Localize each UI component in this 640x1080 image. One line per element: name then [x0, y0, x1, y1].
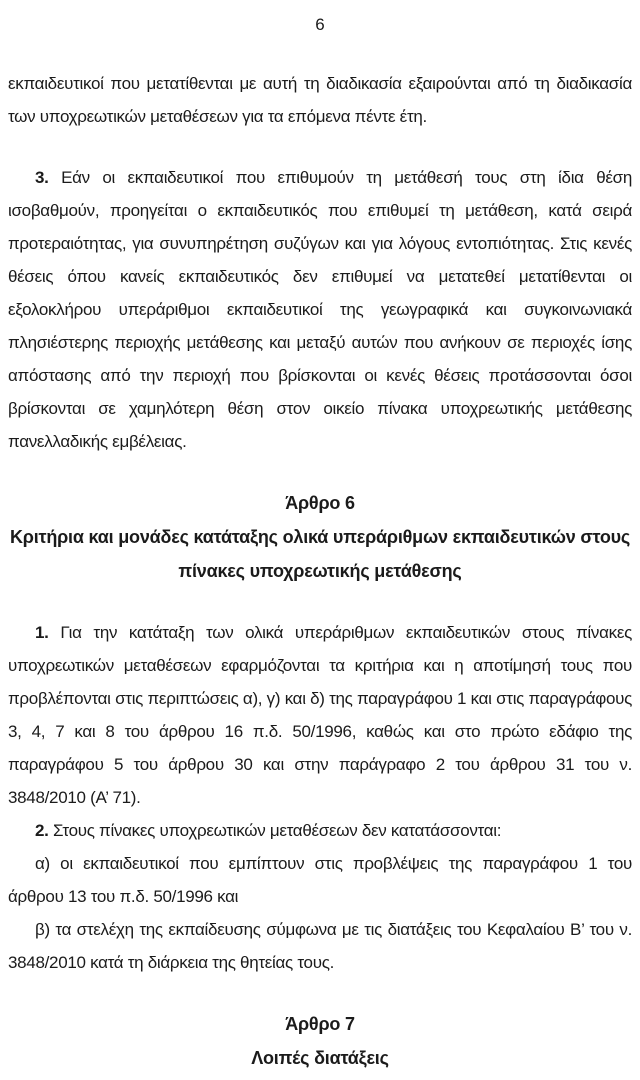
page-number: 6: [315, 15, 325, 34]
paragraph: 3. Εάν οι εκπαιδευτικοί που επιθυμούν τη μετάθεσή τους στη ίδια θέση ισοβαθμούν, προηγείται ο εκπαιδευτικός που επιθυμεί τη μετάθεση, κατά σειρά προτεραιότητας, για συνυπηρέτηση συζύγων και για λόγους εντοπιότητας. Στις κενές θέσεις όπου κανείς εκπαιδευτικός δεν επιθυμεί να μετατεθεί μετατίθενται οι εξολοκλήρου υπεράριθμοι εκπαιδευτικοί της γεωγραφικά και συγκοινωνιακά πλησιέστερης περιοχής μετάθεσης και μεταξύ αυτών που ανήκουν σε περιοχές ίσης απόστασης από την περιοχή που βρίσκονται οι κενές θέσεις προτάσσονται όσοι βρίσκονται σε χαμηλότερη θέση στον οικείο πίνακα υποχρεωτικής μετάθεσης πανελλαδικής εμβέλειας.: [8, 168, 632, 451]
paragraph: 1. Για την κατάταξη των ολικά υπεράριθμων εκπαιδευτικών στους πίνακες υποχρεωτικών μεταθέσεων εφαρμόζονται τα κριτήρια και η αποτίμησή τους που προβλέπονται στις περιπτώσεις α), γ) και δ) της παραγράφου 1 και στις παραγράφους 3, 4, 7 και 8 του άρθρου 16 π.δ. 50/1996, καθώς και στο πρώτο εδάφιο της παραγράφου 5 του άρθρου 30 και στην παράγραφο 2 του άρθρου 31 του ν. 3848/2010 (Α’ 71).: [8, 623, 632, 807]
paragraph: α) οι εκπαιδευτικοί που εμπίπτουν στις προβλέψεις της παραγράφου 1 του άρθρου 13 του π.δ. 50/1996 και: [8, 854, 632, 906]
paragraph-number: 2.: [35, 821, 54, 840]
paragraph-number: 1.: [35, 623, 61, 642]
heading-line: πίνακες υποχρεωτικής μετάθεσης: [178, 561, 462, 581]
paragraph: β) τα στελέχη της εκπαίδευσης σύμφωνα με τις διατάξεις του Κεφαλαίου Β’ του ν. 3848/2010 κατά τη διάρκεια της θητείας τους.: [8, 920, 632, 972]
heading-line: Λοιπές διατάξεις: [251, 1048, 389, 1068]
paragraph: 2. Στους πίνακες υποχρεωτικών μεταθέσεων δεν κατατάσσονται:: [35, 821, 502, 840]
heading-line: Άρθρο 7: [285, 1014, 355, 1034]
paragraph: εκπαιδευτικοί που μετατίθενται με αυτή τη διαδικασία εξαιρούνται από τη διαδικασία των υποχρεωτικών μεταθέσεων για τα επόμενα πέντε έτη.: [8, 74, 632, 126]
heading-line: Κριτήρια και μονάδες κατάταξης ολικά υπεράριθμων εκπαιδευτικών στους: [9, 527, 631, 547]
heading-line: Άρθρο 6: [285, 493, 355, 513]
paragraph-number: 3.: [35, 168, 62, 187]
document-body: [8, 67, 632, 1075]
